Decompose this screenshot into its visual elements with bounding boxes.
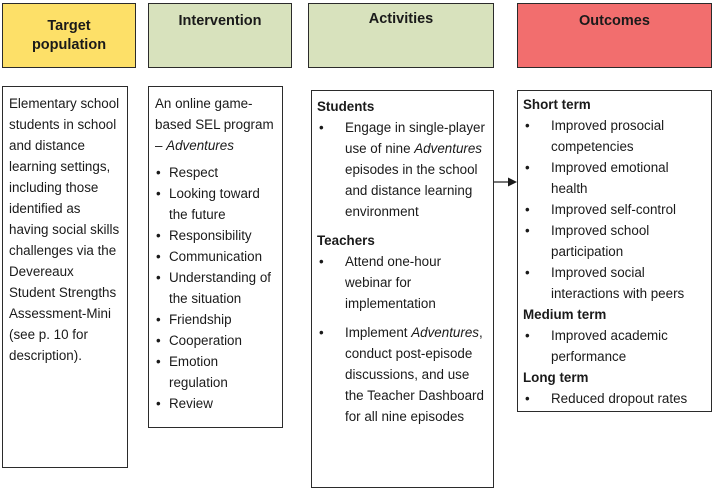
list-item: • Responsibility <box>155 225 278 246</box>
outcomes-box <box>517 90 712 412</box>
outcomes-header-label: Outcomes <box>579 13 650 29</box>
intervention-topic-list <box>155 162 278 414</box>
list-item: • Reduced dropout rates <box>523 388 707 409</box>
target-population-text: Elementary school students in school and distance learning settings, including those identified as having social skills challenges via the Devereaux Student Strengths Assessment-Mini (see p. 10 for description). <box>9 96 120 363</box>
students-activity-text-post: episodes in the school and distance learning environment <box>345 162 478 219</box>
list-item: • Improved academic performance <box>523 325 707 367</box>
list-item: • Attend one-hour webinar for implementation <box>317 251 489 314</box>
students-activity-program-name: Adventures <box>414 141 482 156</box>
list-item: • Cooperation <box>155 330 278 351</box>
list-item: • Improved emotional health <box>523 157 707 199</box>
list-item <box>317 322 489 427</box>
list-item: • Understanding of the situation <box>155 267 278 309</box>
medium-term-title: Medium term <box>523 307 607 322</box>
activities-box <box>311 90 494 488</box>
list-item: • Emotion regulation <box>155 351 278 393</box>
teachers-activity-text-pre: Implement <box>345 325 412 340</box>
activities-header <box>308 3 494 68</box>
long-term-list <box>523 388 707 409</box>
short-term-title: Short term <box>523 97 591 112</box>
list-item: • Improved social interactions with peers <box>523 262 707 304</box>
medium-term-list <box>523 325 707 367</box>
intervention-intro-text: An online game-based SEL program – <box>155 96 274 153</box>
teachers-activity-program-name: Adventures <box>411 325 479 340</box>
intervention-intro <box>155 93 278 156</box>
activities-header-label: Activities <box>368 11 434 27</box>
teachers-activity-list <box>317 251 489 427</box>
long-term-title: Long term <box>523 370 589 385</box>
list-item: • Friendship <box>155 309 278 330</box>
list-item: • Looking toward the future <box>155 183 278 225</box>
target-population-header-label: Target population <box>31 17 107 53</box>
intervention-header <box>148 3 292 68</box>
arrow-right-icon <box>494 176 517 188</box>
students-activity-text-pre: Engage in single-player use of nine <box>345 120 485 156</box>
target-population-box <box>2 86 128 468</box>
list-item: • Communication <box>155 246 278 267</box>
outcomes-header <box>517 3 712 68</box>
target-population-header <box>2 3 136 68</box>
list-item: • Respect <box>155 162 278 183</box>
list-item: • Improved school participation <box>523 220 707 262</box>
teachers-activity-text-post: , conduct post-episode discussions, and use the Teacher Dashboard for all nine episodes <box>345 325 484 424</box>
short-term-list <box>523 115 707 304</box>
list-item: • Improved self-control <box>523 199 707 220</box>
students-section-title: Students <box>317 99 375 114</box>
teachers-section-title: Teachers <box>317 233 375 248</box>
list-item <box>317 117 489 222</box>
list-item: • Improved prosocial competencies <box>523 115 707 157</box>
list-item: • Review <box>155 393 278 414</box>
intervention-header-label: Intervention <box>178 13 262 29</box>
intervention-program-name: Adventures <box>166 138 234 153</box>
students-activity-list <box>317 117 489 222</box>
intervention-box <box>148 86 283 428</box>
